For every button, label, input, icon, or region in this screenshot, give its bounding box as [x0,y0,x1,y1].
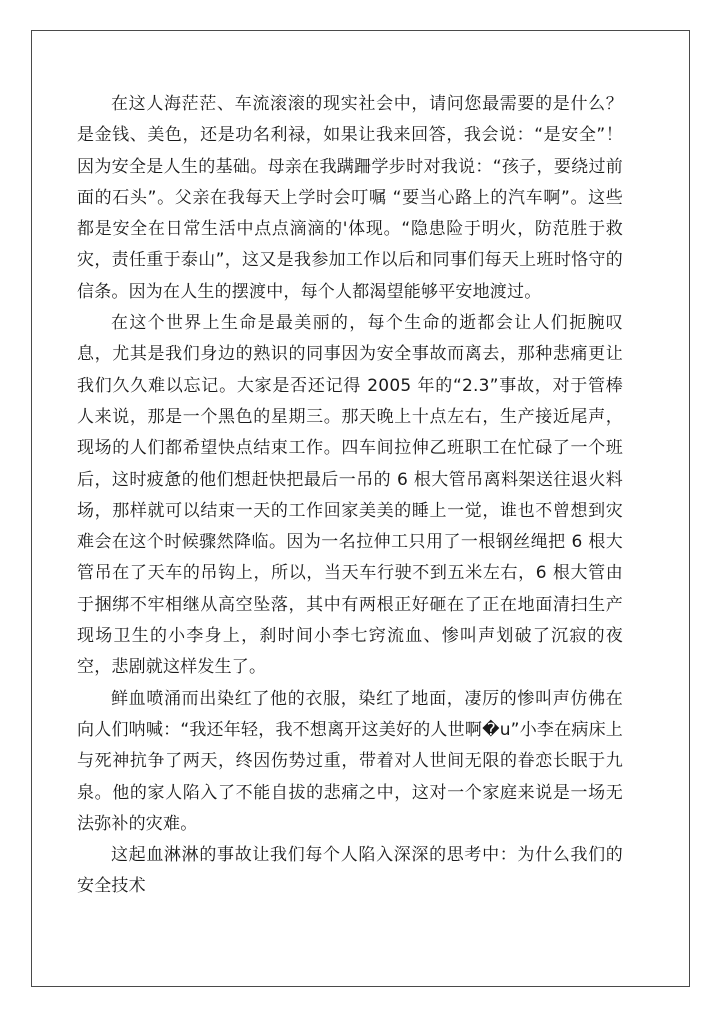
paragraph-1: 在这人海茫茫、车流滚滚的现实社会中，请问您最需要的是什么？是金钱、美色，还是功名利禄，如果让我来回答，我会说：“是安全”！因为安全是人生的基础。母亲在我蹒跚学步时对我说：“孩子，要绕过前面的石头”。父亲在我每天上学时会叮嘱 “要当心路上的汽车啊”。这些都是安全在日常生活中点点滴滴的'体现。“隐患险于明火，防范胜于救灾，责任重于泰山”，这又是我参加工作以后和同事们每天上班时恪守的信条。因为在人生的摆渡中，每个人都渴望能够平安地渡过。 [77,94,623,302]
document-body [77,89,623,903]
paragraph-3: 鲜血喷涌而出染红了他的衣服，染红了地面，凄厉的惨叫声仿佛在向人们呐喊：“我还年轻，我不想离开这美好的人世啊�u”小李在病床上与死神抗争了两天，终因伤势过重，带着对人世间无限的眷恋长眠于九泉。他的家人陷入了不能自拔的悲痛之中，这对一个家庭来说是一场无法弥补的灾难。 [77,688,623,834]
paragraph-4: 这起血淋淋的事故让我们每个人陷入深深的思考中：为什么我们的安全技术 [77,845,623,897]
paragraph-2: 在这个世界上生命是最美丽的，每个生命的逝都会让人们扼腕叹息，尤其是我们身边的熟识的同事因为安全事故而离去，那种悲痛更让我们久久难以忘记。大家是否还记得 2005 年的“2.3”事故，对于管棒人来说，那是一个黑色的星期三。那天晚上十点左右，生产接近尾声，现场的人们都希望快点结束工作。四车间拉伸乙班职工在忙碌了一个班后，这时疲惫的他们想赶快把最后一吊的 6 根大管吊离料架送往退火料场，那样就可以结束一天的工作回家美美的睡上一觉，谁也不曾想到灾难会在这个时候骤然降临。因为一名拉伸工只用了一根钢丝绳把 6 根大管吊在了天车的吊钩上，所以，当天车行驶不到五米左右，6 根大管由于捆绑不牢相继从高空坠落，其中有两根正好砸在了正在地面清扫生产现场卫生的小李身上，刹时间小李七窍流血、惨叫声划破了沉寂的夜空，悲剧就这样发生了。 [77,313,623,678]
